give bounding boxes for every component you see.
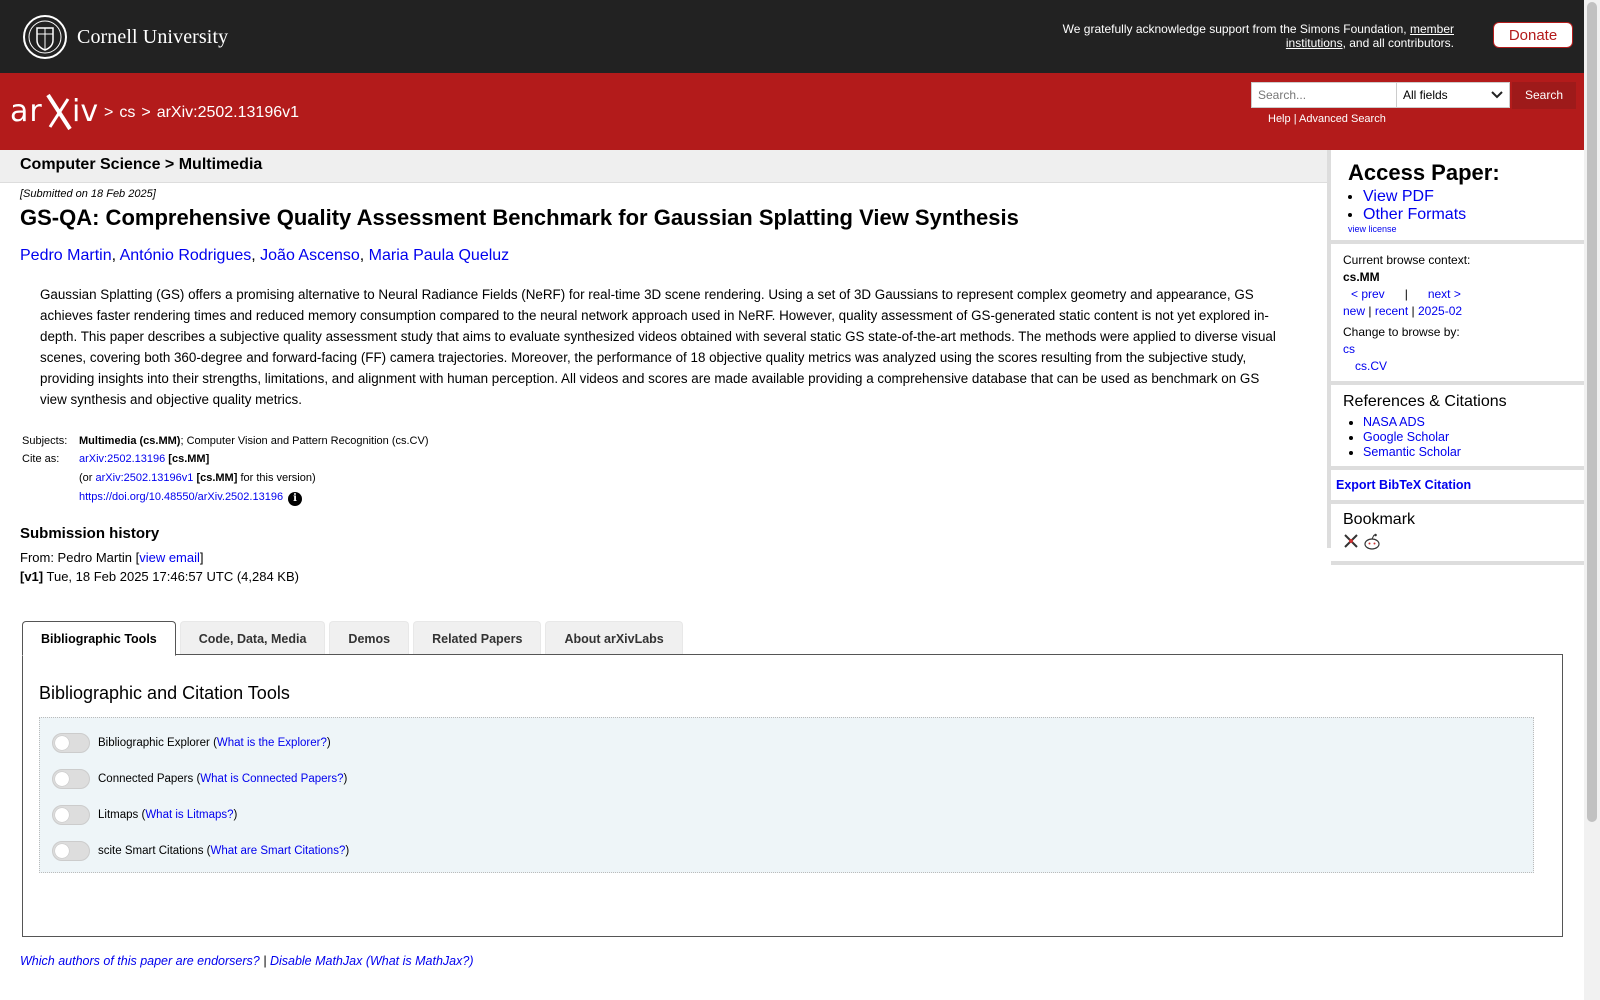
bookmark-block: [1331, 504, 1588, 565]
tool-label: Connected Papers: [98, 773, 194, 785]
other-formats-link[interactable]: Other Formats: [1363, 206, 1467, 223]
tab-code-data-media[interactable]: Code, Data, Media: [180, 621, 326, 655]
search-form: [1251, 82, 1576, 109]
tool-help-link[interactable]: What is Connected Papers?: [200, 773, 344, 785]
cornell-seal-icon: [22, 14, 68, 60]
cite-version-note: for this version): [240, 472, 316, 484]
breadcrumb-separator: >: [141, 104, 151, 121]
arxiv-logo-icon[interactable]: [10, 91, 100, 131]
doi-link[interactable]: https://doi.org/10.48550/arXiv.2502.13196: [79, 491, 284, 503]
new-link[interactable]: new: [1343, 304, 1366, 318]
bookmark-title: Bookmark: [1343, 511, 1416, 528]
support-prefix: We gratefully acknowledge support from the Simons Foundation,: [1062, 22, 1407, 36]
support-text: [1034, 22, 1454, 50]
from-prefix: From: Pedro Martin [: [20, 550, 140, 565]
toggle-knob: [55, 844, 69, 858]
cite-version-link[interactable]: arXiv:2502.13196v1: [95, 472, 194, 484]
cite-id-link[interactable]: arXiv:2502.13196: [79, 453, 166, 465]
separator: |: [1368, 304, 1372, 318]
search-help-links: [1268, 113, 1386, 125]
cite-value: [79, 453, 316, 506]
breadcrumb-paper-id: arXiv:2502.13196v1: [156, 104, 300, 121]
sidebar: [1327, 150, 1588, 548]
subjects-label: Subjects:: [22, 435, 68, 447]
search-field-select[interactable]: [1397, 82, 1510, 108]
list-item: [1363, 188, 1588, 206]
svg-text:iv: iv: [72, 94, 99, 129]
breadcrumb-separator: >: [104, 104, 114, 121]
submission-from: [20, 550, 204, 565]
advanced-search-link[interactable]: Advanced Search: [1299, 113, 1386, 125]
chevron-down-icon: [1491, 91, 1503, 99]
cite-or: (or: [79, 472, 93, 484]
view-license-link[interactable]: view license: [1348, 224, 1397, 234]
disable-mathjax-link[interactable]: Disable MathJax: [269, 954, 363, 968]
tool-row-litmaps: Litmaps ( What is Litmaps? ): [52, 805, 237, 825]
author-link[interactable]: Maria Paula Queluz: [368, 247, 510, 264]
tool-row-scite: scite Smart Citations ( What are Smart Citations? ): [52, 841, 349, 861]
connected-papers-toggle[interactable]: [52, 769, 90, 789]
references-list: [1343, 415, 1588, 466]
prev-next-row: [1343, 286, 1588, 303]
next-link[interactable]: next >: [1427, 287, 1461, 301]
what-is-mathjax-link[interactable]: What is MathJax?: [369, 954, 470, 968]
toggle-knob: [55, 736, 69, 750]
tool-label: Litmaps: [98, 809, 139, 821]
author-link[interactable]: Pedro Martin: [20, 247, 112, 264]
list-item: [1363, 415, 1588, 430]
bookmark-icons: [1343, 533, 1588, 561]
scrollbar-thumb[interactable]: [1587, 2, 1597, 822]
subjects-value: [79, 435, 428, 447]
secondary-subjects: ; Computer Vision and Pattern Recognition (cs.CV): [180, 435, 429, 447]
version-date: Tue, 18 Feb 2025 17:46:57 UTC (4,284 KB): [46, 569, 299, 584]
tool-help-link[interactable]: What are Smart Citations?: [210, 845, 346, 857]
toggle-knob: [55, 772, 69, 786]
subjects-row: [20, 435, 428, 447]
nasa-ads-link[interactable]: NASA ADS: [1363, 415, 1425, 429]
recent-link[interactable]: recent: [1374, 304, 1409, 318]
page-scrollbar[interactable]: [1584, 0, 1600, 1000]
separator: |: [1411, 304, 1415, 318]
google-scholar-link[interactable]: Google Scholar: [1363, 430, 1450, 444]
separator: |: [263, 954, 267, 968]
cite-label: Cite as:: [22, 453, 60, 465]
list-item: [1363, 206, 1588, 224]
tool-help-link[interactable]: What is the Explorer?: [216, 737, 327, 749]
help-link[interactable]: Help: [1268, 113, 1291, 125]
references-title: References & Citations: [1343, 393, 1507, 410]
tool-row-explorer: Bibliographic Explorer ( What is the Explorer? ): [52, 733, 331, 753]
donate-button[interactable]: Donate: [1493, 22, 1573, 48]
tool-label: Bibliographic Explorer: [98, 737, 210, 749]
from-suffix: ]: [199, 550, 204, 565]
semantic-scholar-link[interactable]: Semantic Scholar: [1363, 445, 1461, 459]
cite-category: [cs.MM]: [168, 453, 210, 465]
search-field-value: All fields: [1403, 88, 1448, 102]
submission-history-heading: Submission history: [20, 525, 160, 542]
browse-cscv-link[interactable]: cs.CV: [1355, 359, 1388, 373]
list-item: [1363, 445, 1588, 460]
litmaps-toggle[interactable]: [52, 805, 90, 825]
explorer-toggle[interactable]: [52, 733, 90, 753]
list-item: [1363, 430, 1588, 445]
reddit-icon[interactable]: [1363, 533, 1381, 551]
search-button[interactable]: Search: [1512, 82, 1576, 109]
author-link[interactable]: António Rodrigues: [119, 247, 252, 264]
breadcrumb-cs[interactable]: cs: [119, 104, 136, 121]
bibsonomy-icon[interactable]: [1343, 533, 1359, 549]
toggle-knob: [55, 808, 69, 822]
browse-cs-link[interactable]: cs: [1343, 342, 1355, 356]
svg-text:ar: ar: [10, 94, 43, 129]
info-icon[interactable]: i: [288, 492, 302, 506]
subject-header: [0, 150, 1327, 183]
references-block: [1331, 385, 1588, 470]
tab-about-arxivlabs[interactable]: About arXivLabs: [545, 621, 682, 655]
tool-row-connected-papers: Connected Papers ( What is Connected Papers? ): [52, 769, 347, 789]
scite-toggle[interactable]: [52, 841, 90, 861]
tab-bibliographic-tools[interactable]: Bibliographic Tools: [22, 621, 176, 656]
breadcrumb: [104, 104, 299, 122]
metadata-table: [20, 435, 428, 512]
tab-related-papers[interactable]: Related Papers: [413, 621, 541, 655]
tab-demos[interactable]: Demos: [329, 621, 409, 655]
abstract: Gaussian Splatting (GS) offers a promising alternative to Neural Radiance Fields (NeRF) for real-time 3D scene rendering. Using a set of 3D Gaussians to represent complex geometry and appearance, GS achieves faster rendering times and reduced memory consumption compared to the neural network approach used in NeRF. However, quality assessment of GS-generated static content is not yet explored in-depth. This paper describes a subjective quality assessment study that aims to evaluate synthesized videos obtained with several static GS state-of-the-art methods. The methods were applied to diverse visual scenes, covering both 360-degree and forward-facing (FF) camera trajectories. Moreover, the performance of 18 objective quality metrics was analyzed using the scores resulting from the subjective study, providing insights into their strengths, limitations, and alignment with human perception. All videos and scores are made available providing a comprehensive database that can be used as benchmark on GS view synthesis and objective quality metrics.: [40, 287, 1276, 407]
browse-listing-row: [1343, 303, 1588, 320]
top-banner: [0, 0, 1584, 73]
view-pdf-link[interactable]: View PDF: [1363, 188, 1434, 205]
primary-subject: Multimedia (cs.MM): [79, 435, 181, 447]
submission-date: [Submitted on 18 Feb 2025]: [20, 188, 156, 200]
footer-links: Which authors of this paper are endorsers? | Disable MathJax (What is MathJax?): [20, 954, 474, 968]
cite-category: [cs.MM]: [196, 472, 238, 484]
version-label: [v1]: [20, 569, 44, 584]
prev-link[interactable]: < prev: [1351, 287, 1385, 301]
view-email-link[interactable]: view email: [139, 550, 200, 565]
tools-box: [39, 717, 1534, 873]
separator: |: [1404, 287, 1408, 301]
tab-bar: [22, 621, 683, 656]
access-list: [1343, 188, 1588, 224]
submission-version: [20, 569, 299, 584]
author-link[interactable]: João Ascenso: [260, 247, 360, 264]
cornell-logo[interactable]: [22, 14, 228, 60]
context-value: cs.MM: [1343, 270, 1380, 284]
tool-label: scite Smart Citations: [98, 845, 204, 857]
arxiv-header: [0, 73, 1584, 150]
export-bibtex-link[interactable]: Export BibTeX Citation: [1336, 478, 1472, 492]
access-paper-title: Access Paper:: [1348, 160, 1500, 185]
context-label: Current browse context:: [1343, 253, 1471, 267]
search-input[interactable]: Search...: [1251, 82, 1397, 108]
tab-panel: [22, 654, 1563, 937]
member-institutions-link[interactable]: member institutions: [1285, 22, 1454, 50]
panel-title: Bibliographic and Citation Tools: [39, 683, 290, 703]
cite-row: [20, 453, 428, 506]
export-block: [1331, 470, 1588, 504]
month-link[interactable]: 2025-02: [1418, 304, 1463, 318]
endorsers-link[interactable]: Which authors of this paper are endorsers?: [20, 954, 260, 968]
author-list: Pedro Martin, António Rodrigues, João Ascenso, Maria Paula Queluz: [20, 247, 510, 264]
paper-title: GS-QA: Comprehensive Quality Assessment Benchmark for Gaussian Splatting View Synthesis: [20, 205, 1019, 230]
support-suffix: , and all contributors.: [1342, 36, 1454, 50]
browse-context-block: [1331, 244, 1588, 385]
subject-header-text: Computer Science > Multimedia: [20, 156, 263, 173]
access-paper-block: [1331, 150, 1588, 244]
change-browse-label: Change to browse by:: [1343, 325, 1460, 339]
tool-help-link[interactable]: What is Litmaps?: [145, 809, 234, 821]
university-name: Cornell University: [77, 25, 229, 48]
link-separator: |: [1293, 113, 1297, 125]
